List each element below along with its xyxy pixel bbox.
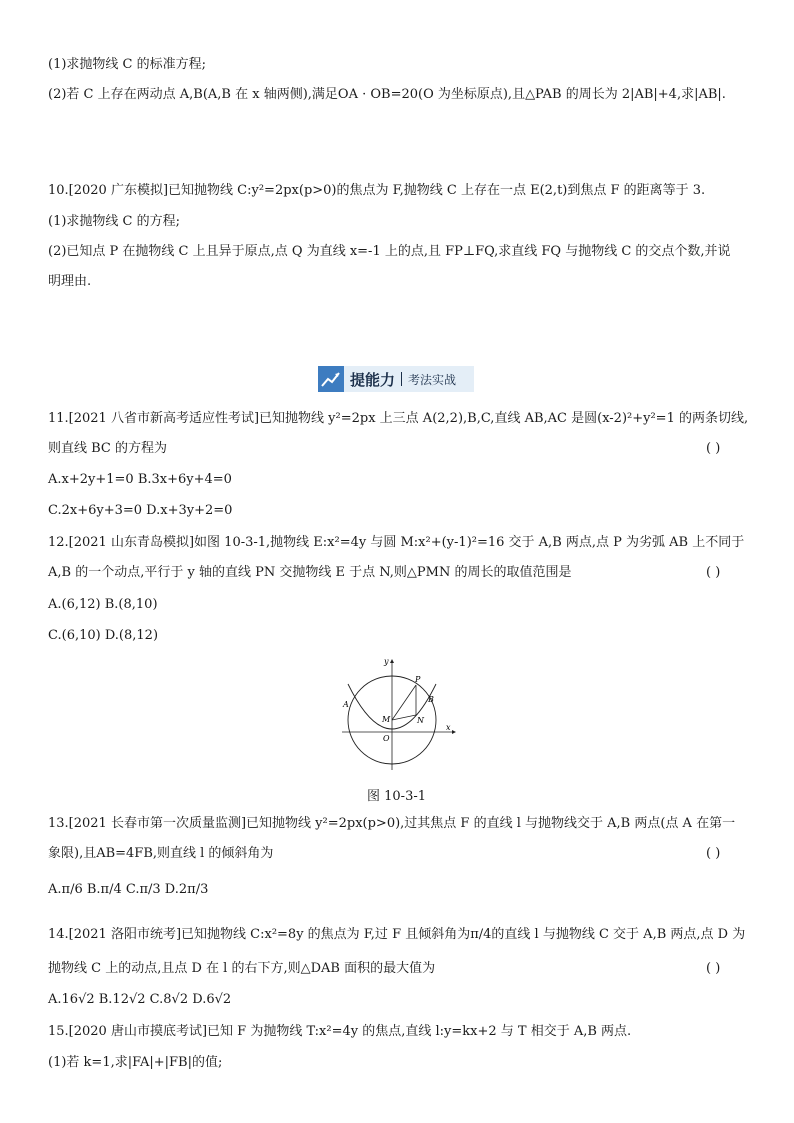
label-a: A — [343, 700, 349, 709]
x-axis-arrow — [452, 730, 456, 734]
label-o: O — [383, 734, 390, 743]
problem10-part2-line1: (2)已知点 P 在抛物线 C 上且异于原点,点 Q 为直线 x=-1 上的点,且 FP⊥FQ,求直线 FQ 与抛物线 C 的交点个数,并说 — [48, 244, 731, 259]
label-y: y — [384, 657, 389, 666]
figure-caption: 图 10-3-1 — [367, 789, 427, 804]
problem13-answer-blank: ( ) — [706, 846, 721, 861]
problem10-part1: (1)求抛物线 C 的方程; — [48, 214, 181, 229]
problem13-stem-line2: 象限),且AB=4FB,则直线 l 的倾斜角为 — [48, 846, 274, 861]
problem11-stem-line2: 则直线 BC 的方程为 — [48, 441, 168, 456]
problem10-part2-line2: 明理由. — [48, 274, 92, 289]
problem14-options: A.16√2 B.12√2 C.8√2 D.6√2 — [48, 992, 232, 1007]
chart-up-icon — [318, 366, 344, 392]
problem13-options: A.π/6 B.π/4 C.π/3 D.2π/3 — [48, 882, 209, 897]
problem12-options-row1: A.(6,12) B.(8,10) — [48, 597, 158, 612]
label-p: P — [415, 675, 421, 684]
problem15-stem: 15.[2020 唐山市摸底考试]已知 F 为抛物线 T:x²=4y 的焦点,直线 l:y=kx+2 与 T 相交于 A,B 两点. — [48, 1024, 632, 1039]
problem15-part1: (1)若 k=1,求|FA|+|FB|的值; — [48, 1055, 223, 1070]
problem12-stem-line2: A,B 的一个动点,平行于 y 轴的直线 PN 交抛物线 E 于点 N,则△PMN 的周长的取值范围是 — [48, 565, 572, 580]
problem13-stem-line1: 13.[2021 长春市第一次质量监测]已知抛物线 y²=2px(p>0),过其焦点 F 的直线 l 与抛物线交于 A,B 两点(点 A 在第一 — [48, 816, 736, 831]
problem14-answer-blank: ( ) — [706, 961, 721, 976]
banner-divider — [401, 372, 402, 386]
label-x: x — [446, 723, 451, 732]
problem12-stem-line1: 12.[2021 山东青岛模拟]如图 10-3-1,抛物线 E:x²=4y 与圆 M:x²+(y-1)²=16 交于 A,B 两点,点 P 为劣弧 AB 上不同于 — [48, 535, 745, 550]
banner-subtitle: 考法实战 — [408, 372, 457, 387]
problem10-stem: 10.[2020 广东模拟]已知抛物线 C:y²=2px(p>0)的焦点为 F,抛物线 C 上存在一点 E(2,t)到焦点 F 的距离等于 3. — [48, 183, 706, 198]
problem9-part1: (1)求抛物线 C 的标准方程; — [48, 57, 207, 72]
section-banner — [318, 366, 474, 392]
label-n: N — [417, 716, 424, 725]
label-m: M — [382, 715, 391, 724]
problem12-options-row2: C.(6,10) D.(8,12) — [48, 628, 159, 643]
problem11-options-row1: A.x+2y+1=0 B.3x+6y+4=0 — [48, 472, 232, 487]
banner-title: 提能力 — [350, 370, 396, 389]
figure-10-3-1 — [334, 652, 464, 772]
problem14-stem-line1: 14.[2021 洛阳市统考]已知抛物线 C:x²=8y 的焦点为 F,过 F 且倾斜角为π/4的直线 l 与抛物线 C 交于 A,B 两点,点 D 为 — [48, 927, 746, 942]
problem14-stem-line2: 抛物线 C 上的动点,且点 D 在 l 的右下方,则△DAB 面积的最大值为 — [48, 961, 436, 976]
problem11-stem-line1: 11.[2021 八省市新高考适应性考试]已知抛物线 y²=2px 上三点 A(2,2),B,C,直线 AB,AC 是圆(x-2)²+y²=1 的两条切线, — [48, 411, 749, 426]
problem11-answer-blank: ( ) — [706, 441, 721, 456]
y-axis-arrow — [390, 659, 394, 663]
problem11-options-row2: C.2x+6y+3=0 D.x+3y+2=0 — [48, 503, 233, 518]
problem12-answer-blank: ( ) — [706, 565, 721, 580]
problem9-part2: (2)若 C 上存在两动点 A,B(A,B 在 x 轴两侧),满足OA · OB=20(O 为坐标原点),且△PAB 的周长为 2|AB|+4,求|AB|. — [48, 87, 726, 102]
segment-mp — [392, 685, 416, 720]
label-b: B — [428, 695, 434, 704]
